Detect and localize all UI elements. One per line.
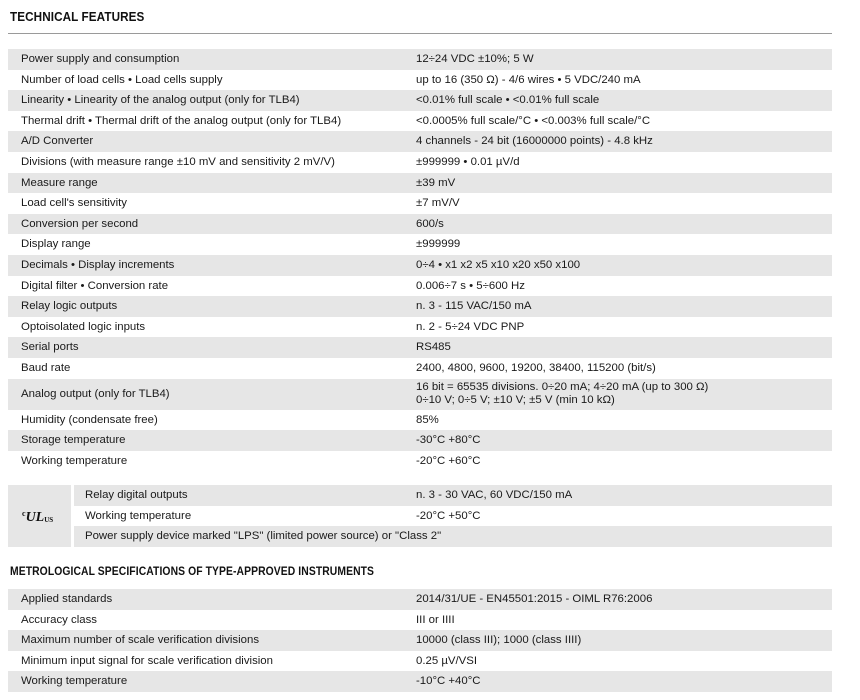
spec-row bbox=[8, 610, 832, 631]
spec-row bbox=[8, 255, 832, 276]
spec-row bbox=[8, 49, 832, 70]
spec-value bbox=[416, 381, 708, 407]
spec-label: Thermal drift • Thermal drift of the analog output (only for TLB4) bbox=[21, 114, 342, 127]
spec-value: -20°C +60°C bbox=[416, 454, 481, 467]
spec-label: Analog output (only for TLB4) bbox=[21, 387, 170, 400]
spec-row bbox=[8, 671, 832, 692]
spec-value: -10°C +40°C bbox=[416, 675, 481, 688]
spec-row bbox=[8, 214, 832, 235]
spec-value: <0.0005% full scale/°C • <0.003% full scale/°C bbox=[416, 114, 651, 127]
spec-label: Number of load cells • Load cells supply bbox=[21, 73, 223, 86]
spec-value: ±7 mV/V bbox=[416, 197, 460, 210]
spec-row bbox=[8, 451, 832, 472]
spec-value: n. 3 - 30 VAC, 60 VDC/150 mA bbox=[416, 489, 573, 501]
spec-row bbox=[8, 337, 832, 358]
spec-label: Maximum number of scale verification divisions bbox=[21, 634, 260, 647]
spec-label: Baud rate bbox=[21, 361, 71, 374]
ul-logo-cell bbox=[8, 485, 71, 547]
spec-value: 12÷24 VDC ±10%; 5 W bbox=[416, 53, 534, 65]
spec-label: Digital filter • Conversion rate bbox=[21, 279, 169, 292]
spec-value: 10000 (class III); 1000 (class IIII) bbox=[416, 634, 582, 647]
spec-label: Measure range bbox=[21, 176, 98, 189]
spec-value: 2400, 4800, 9600, 19200, 38400, 115200 (bit/s) bbox=[416, 361, 656, 374]
spec-value: 0.25 µV/VSI bbox=[416, 654, 478, 667]
spec-row bbox=[8, 358, 832, 379]
spec-label: Power supply device marked "LPS" (limited power source) or "Class 2" bbox=[85, 530, 442, 543]
spec-value: RS485 bbox=[416, 341, 451, 354]
spec-row bbox=[8, 276, 832, 297]
spec-value: III or IIII bbox=[416, 613, 455, 626]
metrological-table bbox=[8, 589, 832, 692]
spec-value: ±39 mV bbox=[416, 176, 456, 189]
spec-row bbox=[8, 430, 832, 451]
spec-value: 0÷4 • x1 x2 x5 x10 x20 x50 x100 bbox=[416, 258, 581, 271]
spec-label: Applied standards bbox=[21, 593, 113, 605]
spec-row bbox=[8, 317, 832, 338]
spec-row bbox=[8, 410, 832, 431]
ul-certification-logo: $^c$ULUS bbox=[22, 509, 54, 525]
spec-value: 600/s bbox=[416, 217, 444, 230]
spec-row bbox=[8, 193, 832, 214]
title-divider bbox=[8, 33, 832, 34]
spec-value: -20°C +50°C bbox=[416, 509, 481, 522]
spec-value: n. 2 - 5÷24 VDC PNP bbox=[416, 320, 525, 333]
spec-label: Linearity • Linearity of the analog output (only for TLB4) bbox=[21, 94, 300, 107]
spec-value: ±999999 bbox=[416, 238, 461, 251]
spec-label: Display range bbox=[21, 238, 91, 251]
technical-features-title: TECHNICAL FEATURES bbox=[10, 9, 145, 24]
spec-value: <0.01% full scale • <0.01% full scale bbox=[416, 94, 600, 107]
spec-label: Working temperature bbox=[85, 509, 192, 522]
spec-value: n. 3 - 115 VAC/150 mA bbox=[416, 300, 532, 313]
spec-value: 85% bbox=[416, 413, 439, 426]
spec-value: 0.006÷7 s • 5÷600 Hz bbox=[416, 279, 525, 292]
spec-value: 4 channels - 24 bit (16000000 points) - 4.8 kHz bbox=[416, 135, 653, 148]
spec-label: Conversion per second bbox=[21, 217, 139, 230]
spec-row bbox=[74, 526, 832, 547]
spec-label: Serial ports bbox=[21, 341, 79, 354]
technical-features-table bbox=[8, 49, 832, 471]
spec-label: Working temperature bbox=[21, 675, 128, 688]
spec-label: Relay logic outputs bbox=[21, 300, 118, 313]
spec-row bbox=[74, 485, 832, 506]
spec-row bbox=[8, 131, 832, 152]
spec-value-line: 0÷10 V; 0÷5 V; ±10 V; ±5 V (min 10 kΩ) bbox=[416, 394, 615, 406]
spec-label: Optoisolated logic inputs bbox=[21, 320, 146, 333]
spec-label: Relay digital outputs bbox=[85, 489, 188, 501]
spec-value: 2014/31/UE - EN45501:2015 - OIML R76:2006 bbox=[416, 593, 653, 605]
spec-row bbox=[8, 630, 832, 651]
spec-row bbox=[8, 234, 832, 255]
spec-row bbox=[8, 152, 832, 173]
ul-certification-block bbox=[8, 485, 832, 547]
spec-row bbox=[8, 70, 832, 91]
spec-row bbox=[8, 111, 832, 132]
spec-row bbox=[8, 589, 832, 610]
spec-label: Working temperature bbox=[21, 454, 128, 467]
spec-label: Decimals • Display increments bbox=[21, 258, 175, 271]
spec-row bbox=[8, 379, 832, 410]
spec-value-line: 16 bit = 65535 divisions. 0÷20 mA; 4÷20 mA (up to 300 Ω) bbox=[416, 381, 709, 393]
spec-value: up to 16 (350 Ω) - 4/6 wires • 5 VDC/240 mA bbox=[416, 73, 641, 86]
spec-row bbox=[8, 90, 832, 111]
spec-label: Divisions (with measure range ±10 mV and sensitivity 2 mV/V) bbox=[21, 155, 335, 168]
spec-row bbox=[74, 506, 832, 527]
spec-value: ±999999 • 0.01 µV/d bbox=[416, 155, 520, 168]
spec-label: A/D Converter bbox=[21, 135, 94, 148]
spec-label: Power supply and consumption bbox=[21, 53, 180, 65]
spec-label: Accuracy class bbox=[21, 613, 97, 626]
spec-row bbox=[8, 651, 832, 672]
spec-label: Humidity (condensate free) bbox=[21, 413, 158, 426]
spec-row bbox=[8, 173, 832, 194]
spec-label: Storage temperature bbox=[21, 434, 126, 447]
spec-value: -30°C +80°C bbox=[416, 434, 481, 447]
spec-label: Load cell's sensitivity bbox=[21, 197, 128, 210]
ul-specifications-table bbox=[74, 485, 832, 547]
spec-label: Minimum input signal for scale verification division bbox=[21, 654, 273, 667]
spec-row bbox=[8, 296, 832, 317]
metrological-title: METROLOGICAL SPECIFICATIONS OF TYPE-APPROVED INSTRUMENTS bbox=[10, 566, 375, 578]
